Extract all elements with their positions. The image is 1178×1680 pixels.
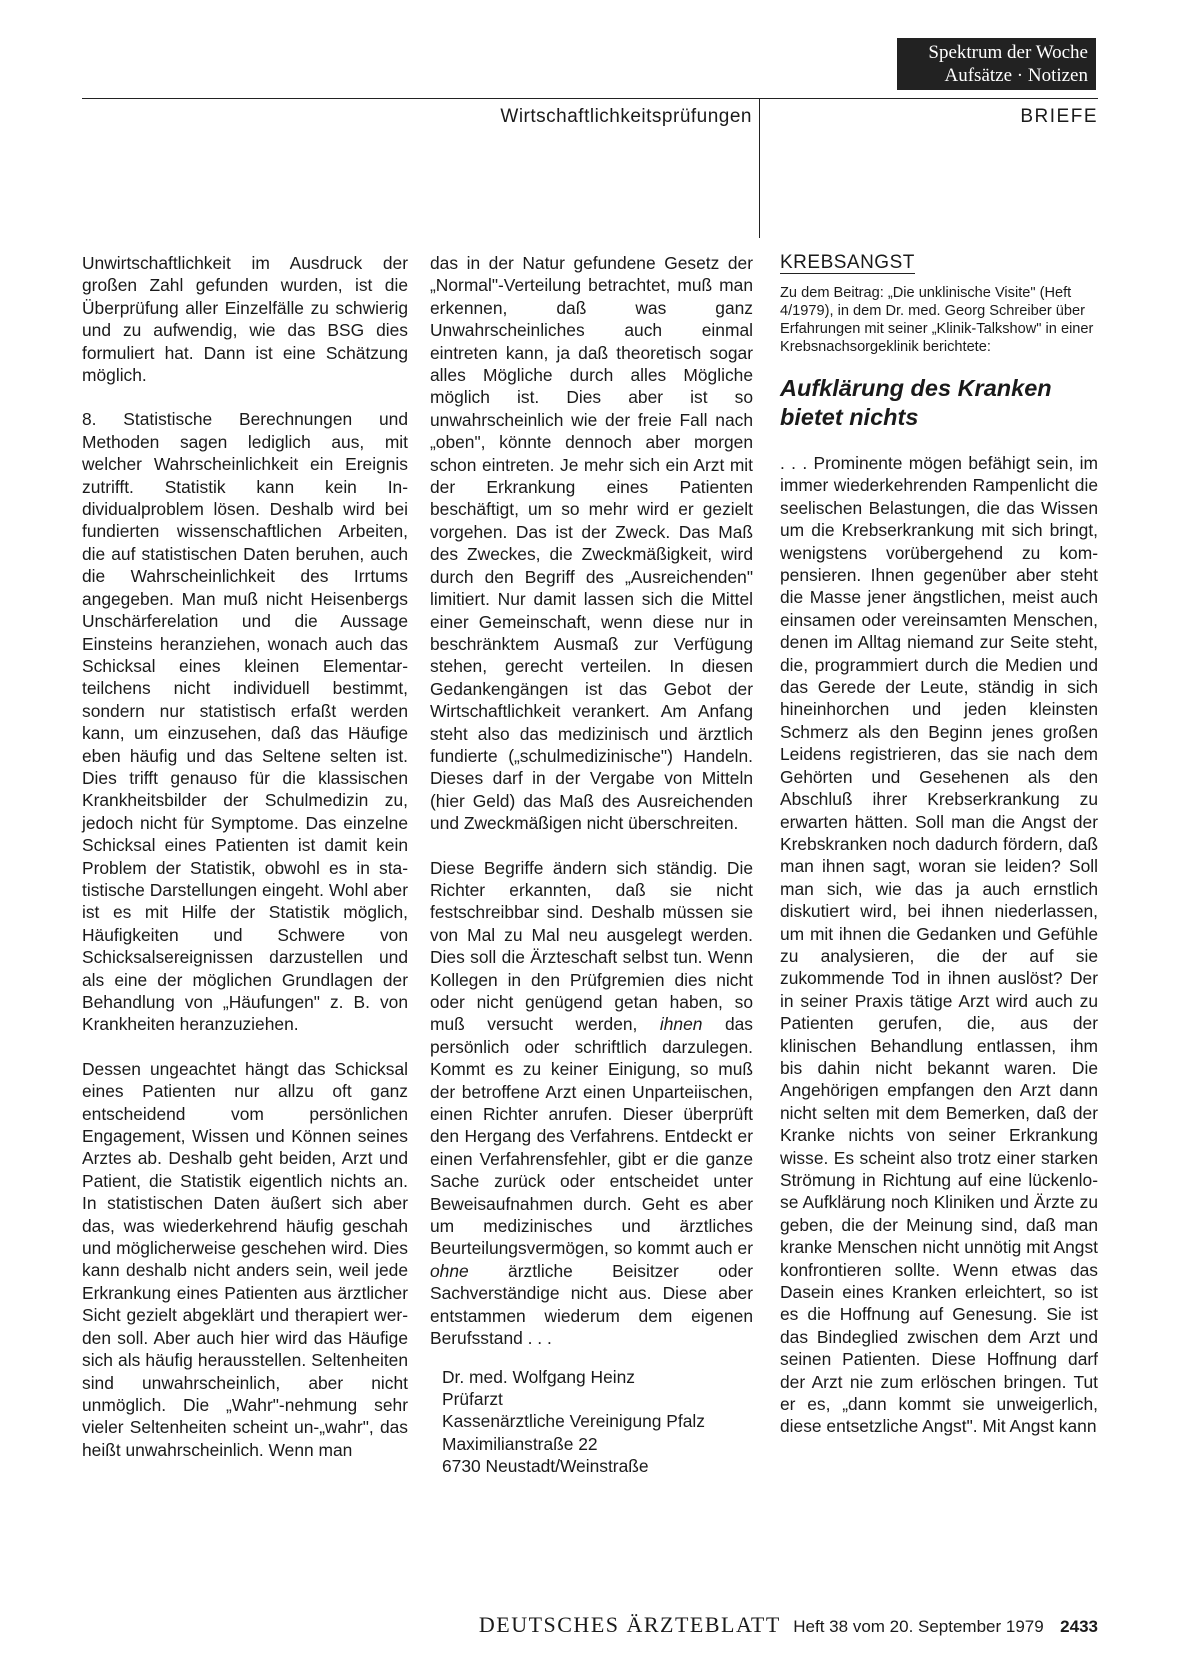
issue-info: Heft 38 vom 20. September 1979 [793, 1617, 1044, 1636]
signature-line: Maximilianstraße 22 [442, 1433, 598, 1454]
column-3 [780, 252, 1098, 1438]
column-2 [430, 252, 753, 1478]
paragraph: . . . Prominente mögen befähigt sein, im immer wiederkehrenden Rampenlicht die seelischen Belastungen, die das Wissen um die Krebserkrankung mit sich bringt, wenigstens vorübergehend zu kompensieren. Ihnen gegenüber aber steht die Masse jener ängstlichen, meist auch einsamen oder vereinsamten Menschen, denen im Alltag niemand zur Seite steht, die, programmiert durch die Medien und das Gerede der Leute, ständig in sich hineinhorchen und jeden kleinsten Schmerz als den Beginn jenes großen Leidens registrieren, das sie nach dem Gehörten und Gesehenen als den Abschluß ihrer Krebserkrankung zu erwarten hätten. Soll man die Angst der Krebskranken noch dadurch fördern, daß man ihnen sagt, woran sie leiden? Soll man sich, wie das ja auch ernstlich diskutiert wird, bei ihnen niederlassen, um mit ihnen die Gedanken und Gefühle zu analysieren, die der auf sie zukommende Tod in ihnen auslöst? Der in seiner Praxis tätige Arzt wird auch zu Patienten gerufen, die, aus der klinischen Behandlung entlassen, ihm bis dahin nicht bekannt waren. Die Angehörigen empfangen den Arzt dann nicht selten mit dem Bemerken, daß der Kranke nichts von seiner Erkrankung wisse. Es scheint also trotz einer starken Strömung in Richtung auf eine lückenlose Aufklärung noch Kliniken und Ärzte zu geben, die der Meinung sind, daß man kranke Menschen nicht unnötig mit Angst konfrontieren sollte. Wenn etwas das Dasein eines Kranken erleichtert, so ist es die Hoffnung auf Genesung. Sie ist das Bindeglied zwischen dem Arzt und seinen Patienten. Diese Hoffnung darf der Arzt nie zum erlöschen bringen. Tut er es, „dann kommt sie unweigerlich, diese entsetzliche Angst". Mit Angst kann [780, 453, 1098, 1437]
section-title [780, 252, 1098, 274]
badge-line-1: Spektrum der Woche [928, 42, 1088, 63]
badge-line-2: Aufsätze · Notizen [944, 65, 1088, 86]
signature-line: 6730 Neustadt/Weinstraße [442, 1456, 649, 1477]
emphasis: ohne [430, 1260, 469, 1281]
text-run: Diese Begriffe ändern sich ständig. Die Richter erkannten, daß sie nicht festschreibbar sind. Deshalb müssen sie von Mal zu Mal neu ausgelegt werden. Dies soll die Ärzteschaft selbst tun. Wenn Kollegen in den Prüfgremien dies nicht oder nicht genügend getan haben, so muß versucht werden, [430, 857, 753, 1035]
header-divider [759, 98, 760, 238]
column-1 [82, 252, 408, 1461]
emphasis: ihnen [659, 1014, 703, 1035]
running-header-left: Wirtschaftlichkeitsprüfungen [500, 106, 752, 127]
paragraph: 8. Statistische Berechnungen und Methoden sagen lediglich aus, mit welcher Wahrscheinlichkeit ein Ereignis zutrifft. Statistik kann kein Individualproblem lösen. Deshalb wird bei fundierten wissenschaftlichen Arbeiten, die auf statistischen Daten beruhen, auch die Wahrscheinlichkeit des Irrtums angegeben. Man muß nicht Heisenbergs Unschärferelation und die Aussage Einsteins heranziehen, wonach auch das Schicksal eines kleinen Elementarteilchens nicht individuell bestimmt, sondern nur statistisch erfaßt werden kann, um einzusehen, daß das Häufige eben häufig und das Seltene selten ist. Dies trifft genauso für die klassischen Krankheitsbilder der Schulmedizin zu, jedoch nicht für Symptome. Das einzelne Schicksal eines Patienten ist damit kein Problem der Statistik, obwohl es in statistische Darstellungen eingeht. Wohl aber ist es mit Hilfe der Statistik möglich, Häufigkeiten und Schwere von Schicksalsereignissen darzustellen und als eine der möglichen Grundlagen der Behandlung von „Häufungen" z. B. von Krankheiten heranzuziehen. [82, 409, 408, 1035]
section-badge [897, 38, 1096, 90]
publication-name: DEUTSCHES ÄRZTEBLATT [478, 1612, 781, 1637]
page-number: 2433 [1060, 1617, 1098, 1636]
signature-block [430, 1366, 753, 1478]
paragraph: Dessen ungeachtet hängt das Schicksal eines Patienten nur allzu oft ganz entscheidend vom persönlichen Engagement, Wissen und Können seines Arztes ab. Deshalb geht beiden, Arzt und Patient, die Statistik eigentlich nichts an. In statistischen Daten äußert sich aber das, was wiederkehrend häufig geschah und möglicherweise geschehen wird. Dies kann deshalb nicht anders sein, weil jede Erkrankung eines Patienten aus ärztlicher Sicht gezielt abgeklärt und therapiert werden soll. Aber auch hier wird das Häufige sich als häufig herausstellen. Seltenheiten sind unwahrscheinlich, aber nicht unmöglich. Die „Wahr"-nehmung sehr vieler Seltenheiten scheint un-„wahr", das heißt unwahrscheinlich. Wenn man [82, 1058, 408, 1460]
signature-line: Dr. med. Wolfgang Heinz [442, 1366, 635, 1387]
paragraph: das in der Natur gefundene Gesetz der „Normal"-Verteilung betrachtet, muß man erkennen, daß was ganz Unwahrscheinliches auch einmal eintreten kann, ja daß theoretisch sogar alles Mögliche durch alles Mögliche möglich ist. Dies aber ist so unwahrscheinlich wie der freie Fall nach „oben", könnte dennoch aber morgen schon eintreten. Je mehr sich ein Arzt mit der Erkrankung eines Patienten beschäftigt, um so mehr wird er gezielt vorgehen. Das ist der Zweck. Das Maß des Zweckes, die Zweckmäßigkeit, wird durch den Begriff des „Ausreichenden" limitiert. Nur damit lassen sich die Mittel einer Gemeinschaft, wenn diese nur in beschränktem Ausmaß zur Verfügung stehen, gerecht verteilen. In diesen Gedankengängen ist das Gebot der Wirtschaftlichkeit verankert. Am Anfang steht also das medizinisch und ärztlich fundierte („schulmedizinische") Handeln. Dieses darf in der Vergabe von Mitteln (hier Geld) das Maß des Ausreichenden und Zweckmäßigen nicht überschreiten. [430, 253, 753, 834]
text-run: das persönlich oder schriftlich darzulegen. Kommt es zu keiner Einigung, so muß der betroffene Arzt einen Unparteiischen, einen Richter anrufen. Dieser überprüft den Hergang des Verfahrens. Entdeckt er einen Verfahrensfehler, gibt er die ganze Sache zurück oder entscheidet unter Beweisaufnahmen durch. Geht es aber um medizinisches und ärztliches Beurteilungsvermögen, so kommt auch er [430, 1014, 753, 1259]
running-header-right: BRIEFE [1020, 106, 1098, 127]
page-footer [82, 1612, 1098, 1638]
signature-line: Kassenärztliche Vereinigung Pfalz [442, 1411, 705, 1432]
text-run: ärztliche Beisitzer oder Sachverständige nicht aus. Diese aber entstammen wiederum dem eigenen Berufsstand . . . [430, 1260, 753, 1349]
letter-headline: Aufklärung des Kranken bietet nichts [780, 375, 1052, 430]
letter-intro: Zu dem Beitrag: „Die unklinische Visite" (Heft 4/1979), in dem Dr. med. Georg Schreiber über Erfahrungen mit seiner „Klinik-Talkshow" in einer Krebsnachsorgeklinik berichtete: [780, 285, 1094, 355]
paragraph [430, 857, 753, 1350]
signature-line: Prüfarzt [442, 1388, 503, 1409]
header-rule [82, 98, 1098, 99]
paragraph: Unwirtschaftlichkeit im Ausdruck der großen Zahl gefunden wurden, ist die Überprüfung aller Einzelfälle zu schwierig und zu aufwendig, wie das BSG dies formuliert hat. Dann ist eine Schätzung möglich. [82, 253, 408, 386]
section-title-text: KREBSANGST [780, 252, 915, 273]
